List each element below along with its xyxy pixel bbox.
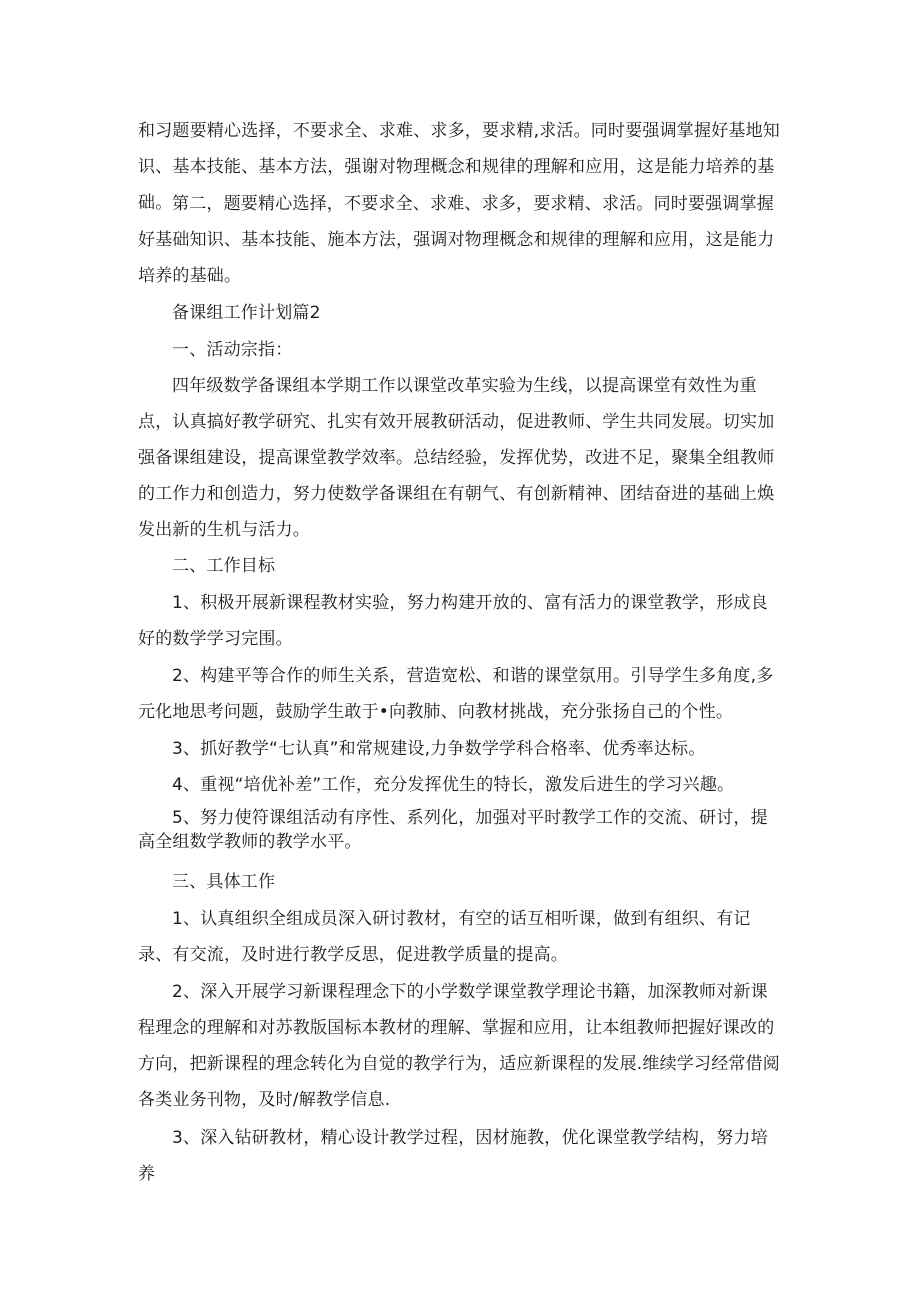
goal-item-5: 5、努力使符课组活动有序性、系列化，加强对平时教学工作的交流、研讨，提高全组数学教师的教学水平。 — [138, 808, 768, 852]
goal-item-3: 3、抓好教学“七认真”和常规建设,力争数学学科合格率、优秀率达标。 — [172, 739, 706, 759]
heading-specific-work: 三、具体工作 — [172, 872, 276, 892]
goal-item-1: 1、积极开展新课程教材实验，努力构建开放的、富有活力的课堂教学，形成良好的数学学习完围。 — [138, 593, 768, 649]
work-item-2: 2、深入开展学习新课程理念下的小学数学课堂教学理论书籍，加深教师对新课程理念的理解和对苏教版国标本教材的理解、掌握和应用，让本组教师把握好课改的方向，把新课程的理念转化为自觉的教学行为，适应新课程的发展.维续学习经常借阅各类业务刊物，及时/解教学信息. — [138, 982, 781, 1110]
paragraph-2: 第二，题要精心选择，不要求全、求难、求多，要求精、求活。同时要强调掌握好基础知识、基本技能、施本方法，强调对物理概念和规律的理解和应用，这是能力培养的基础。 — [138, 194, 775, 286]
heading-activity-purpose: 一、活动宗指： — [172, 340, 293, 360]
heading-work-goals: 二、工作目标 — [172, 556, 276, 576]
goal-item-4: 4、重视“培优补差”工作，充分发挥优生的特长，激发后进生的学习兴趣。 — [172, 775, 735, 795]
work-item-3: 3、深入钻研教材，精心设计教学过程，因材施教，优化课堂教学结构，努力培养 — [138, 1128, 768, 1184]
goal-item-2: 2、构建平等合作的师生关系，营造宽松、和谐的课堂氛用。引导学生多角度,多元化地思考问题，鼓励学生敢于•向教肺、向教材挑战，充分张扬自己的个性。 — [138, 666, 774, 722]
section-title: 备课组工作计划篇2 — [172, 303, 321, 323]
work-item-1: 1、认真组织全组成员深入研讨教材，有空的话互相听课，做到有组织、有记录、有交流，及时进行教学反思，促进教学质量的提高。 — [138, 909, 751, 965]
paragraph-activity-purpose: 四年级数学备课组本学期工作以课堂改革实验为生线，以提高课堂有效性为重点，认真搞好教学研究、扎实有效开展教研活动，促进教师、学生共同发展。切实加强备课组建设，提高课堂教学效率。总结经验，发挥优势，改进不足，聚集全组教师的工作力和创造力，努力使数学备课组在有朝气、有创新精神、团结奋进的基础上焕发出新的生机与活力。 — [138, 376, 775, 540]
paragraph-1: 和习题要精心选择，不要求全、求难、求多，要求精,求活。同时要强调掌握好基地知识、基本技能、基本方法，强谢对物理概念和规律的理解和应用，这是能力培养的基础。 — [138, 121, 781, 213]
